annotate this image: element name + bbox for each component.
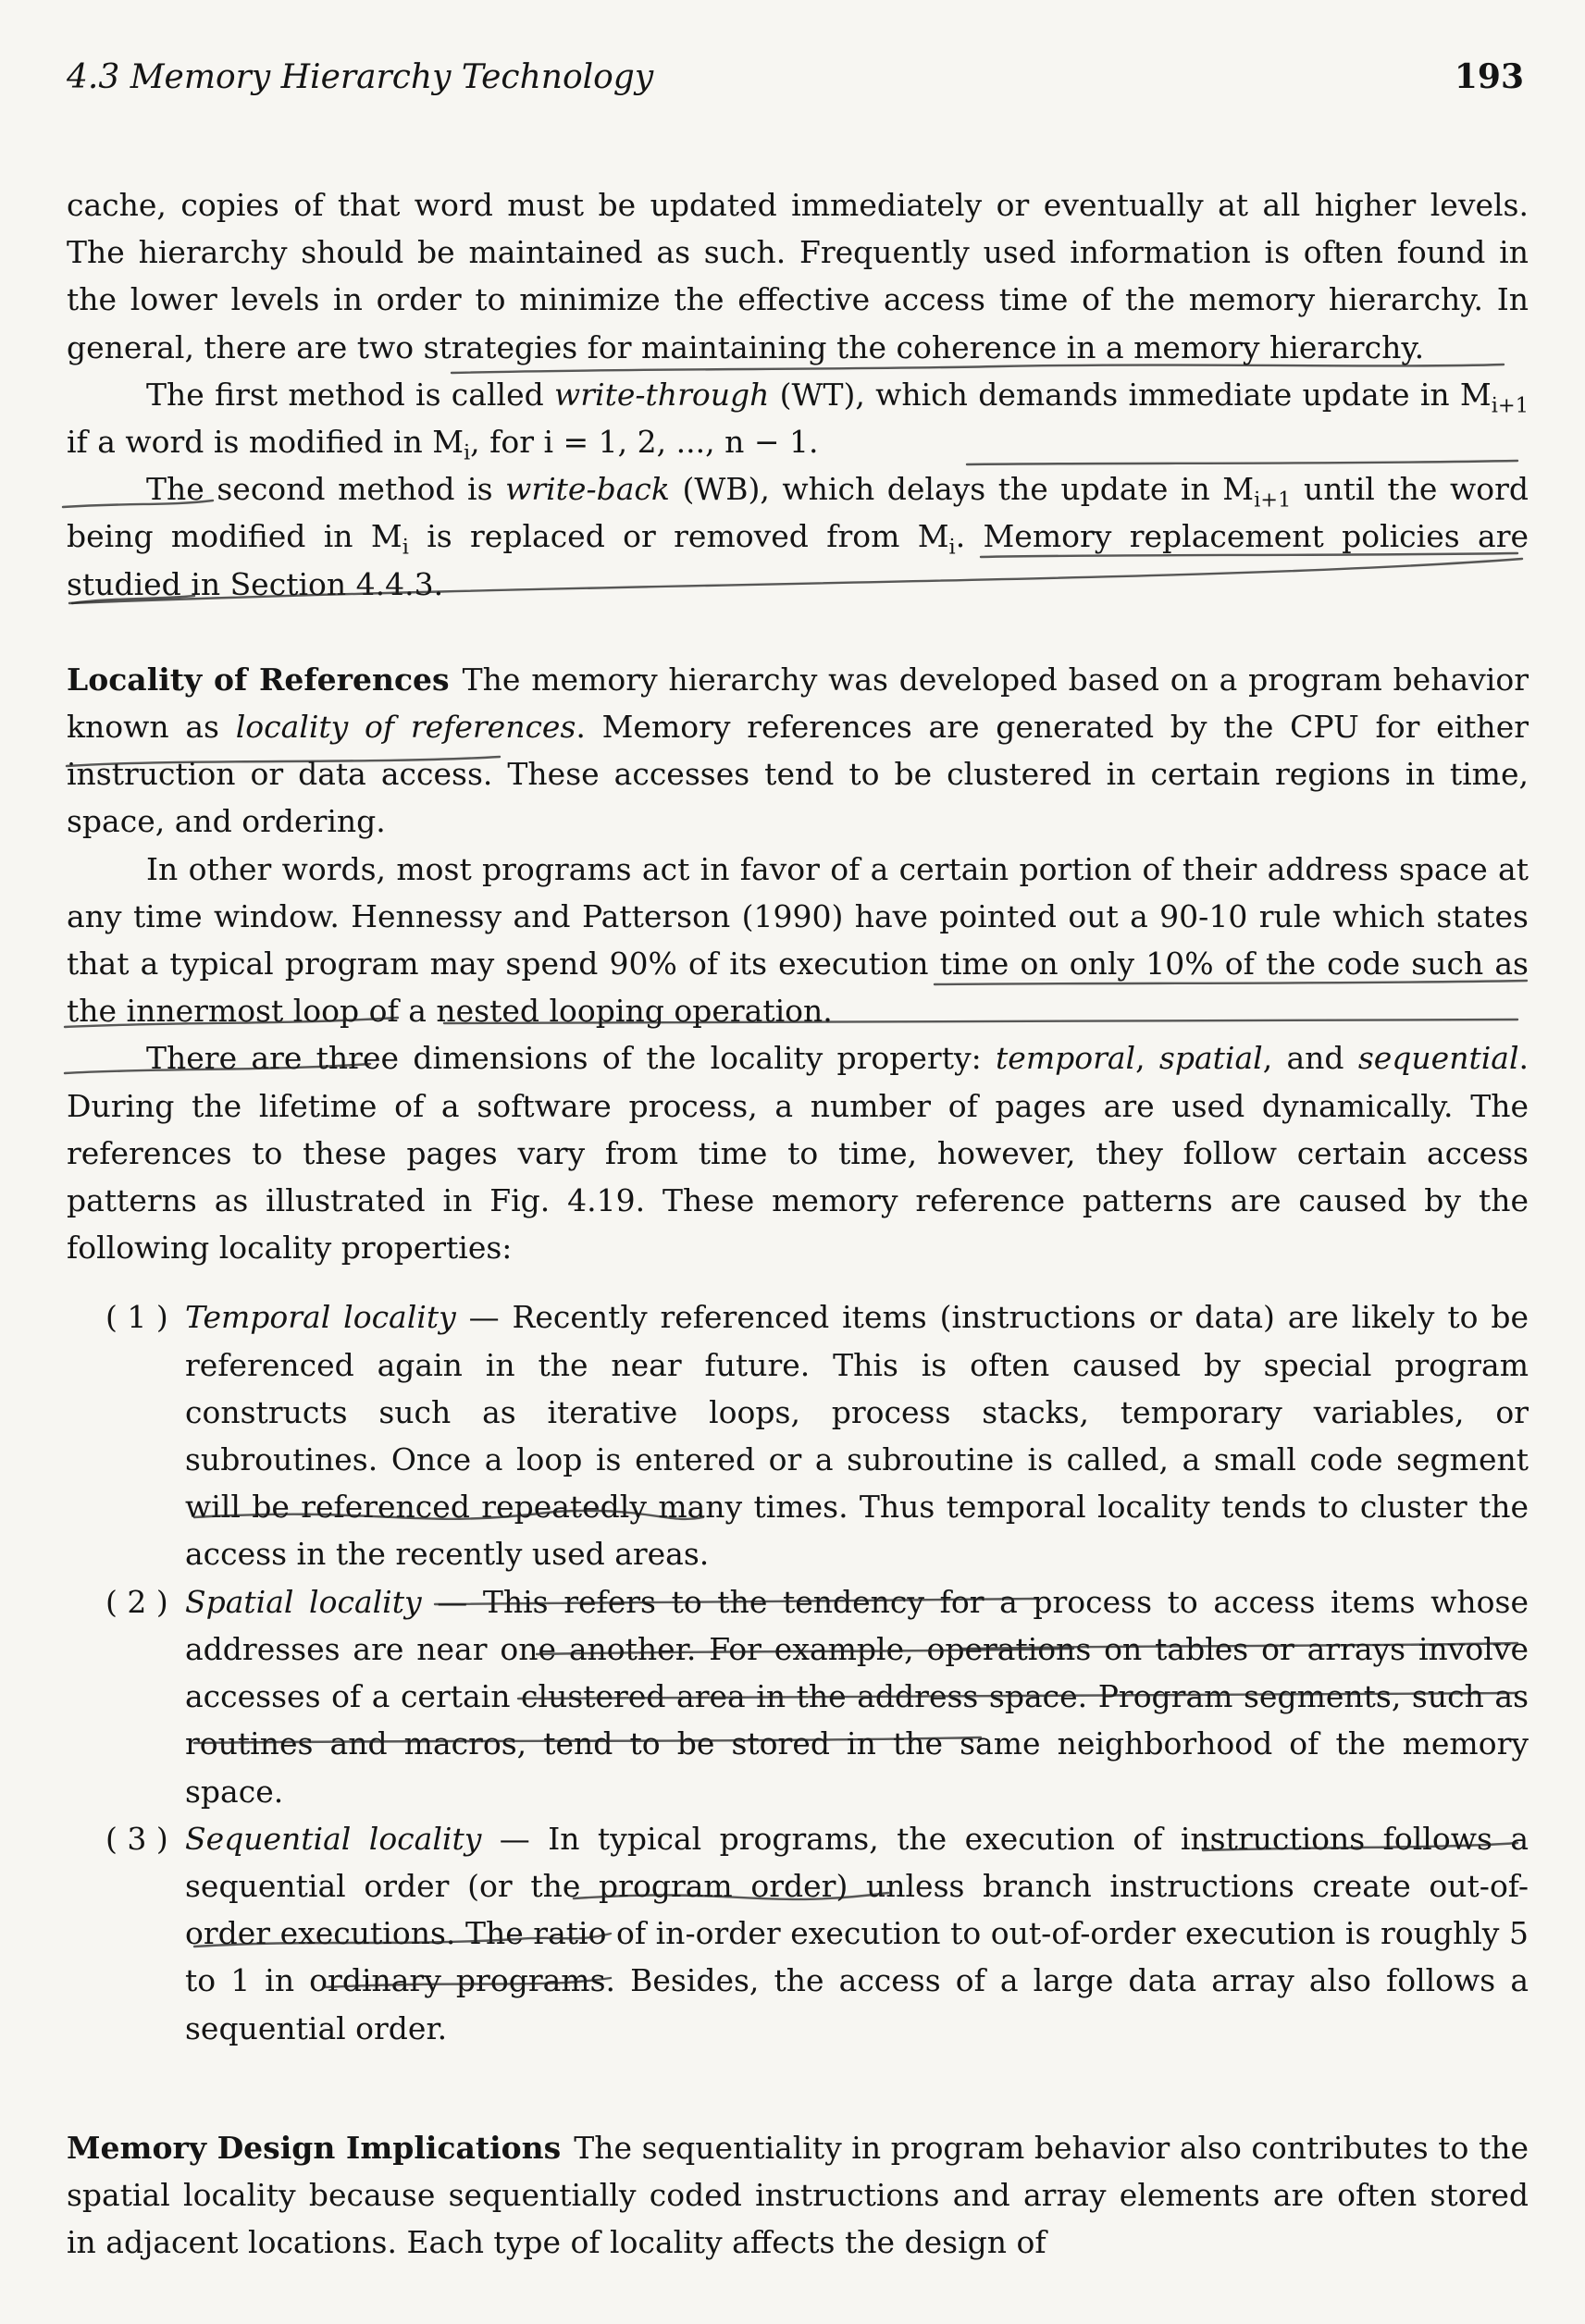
list-item: ( 3 ) Sequential locality — In typical programs, the execution of instructions follows a sequential order (or the program order) unless branch instructions create out-of-order executions. The ratio of in-order execution to out-of-order execution is roughly 5 to 1 in ordinary programs. Besides, the access of a large data array also follows a sequential order. [105, 1820, 1529, 2046]
list-item: ( 1 ) Temporal locality — Recently referenced items (instructions or data) are likely to be referenced again in the near future. This is often caused by special program constructs such as iterative loops, process stacks, temporary variables, or subroutines. Once a loop is entered or a subroutine is called, a small code segment will be referenced repeatedly many times. Thus temporal locality tends to cluster the access in the recently used areas. [105, 1299, 1529, 1573]
term-locality-of-references: locality of references [235, 709, 576, 746]
page-number: 193 [1454, 57, 1524, 96]
paragraph-write-back: The second method is write-back (WB), which delays the update in $M_{i+1}$ until the word being modified in $M_i$ is replaced or removed from $M_i$. Memory replacement policies are studied in Section 4.4.3. [67, 471, 1529, 602]
term-write-through: write-through [554, 376, 770, 413]
page-header [67, 57, 1524, 113]
term-write-back: write-back [505, 471, 670, 508]
paragraph-write-through: The first method is called write-through (WT), which demands immediate update in $M_{i+1}$ if a word is modified in $M_i$, for i = 1, 2, ..., n − 1. [67, 376, 1529, 465]
running-head: 4.3 Memory Hierarchy Technology [67, 58, 654, 96]
paragraph-intro: cache, copies of that word must be updated immediately or eventually at all higher levels. The hierarchy should be maintained as such. Frequently used information is often found in the lower levels in order to minimize the effective access time of the memory hierarchy. In general, there are two strategies for maintaining the coherence in a memory hierarchy. [67, 187, 1529, 365]
paragraph-dimensions: There are three dimensions of the locality property: temporal, spatial, and sequential. During the lifetime of a software process, a number of pages are used dynamically. The references to these pages vary from time to time, however, they follow certain access patterns as illustrated in Fig. 4.19. These memory reference patterns are caused by the following locality properties: [67, 1040, 1529, 1267]
body-text [67, 181, 1529, 2266]
paragraph-90-10-rule: In other words, most programs act in favor of a certain portion of their address space at any time window. Hennessy and Patterson (1990) have pointed out a 90-10 rule which states that a typical program may spend 90% of its execution time on only 10% of the code such as the innermost loop of a nested looping operation. [67, 850, 1529, 1030]
section-heading-design: Memory Design Implications [67, 2129, 562, 2166]
locality-list [67, 1293, 1529, 2051]
list-item: ( 2 ) Spatial locality — This refers to the tendency for a process to access items whose addresses are near one another. For example, operations on tables or arrays involve accesses of a certain clustered area in the address space. Program segments, such as routines and macros, tend to be stored in the same neighborhood of the memory space. [105, 1583, 1529, 1810]
paragraph-design-implications: Memory Design Implications The sequentiality in program behavior also contributes to the spatial locality because sequentially coded instructions and array elements are often stored in adjacent locations. Each type of locality affects the design of [67, 2129, 1529, 2261]
paragraph-locality-intro: Locality of References The memory hierarchy was developed based on a program behavior known as locality of references. Memory references are generated by the CPU for either instruction or data access. These accesses tend to be clustered in certain regions in time, space, and ordering. [67, 661, 1529, 840]
section-heading-locality: Locality of References [67, 661, 450, 698]
